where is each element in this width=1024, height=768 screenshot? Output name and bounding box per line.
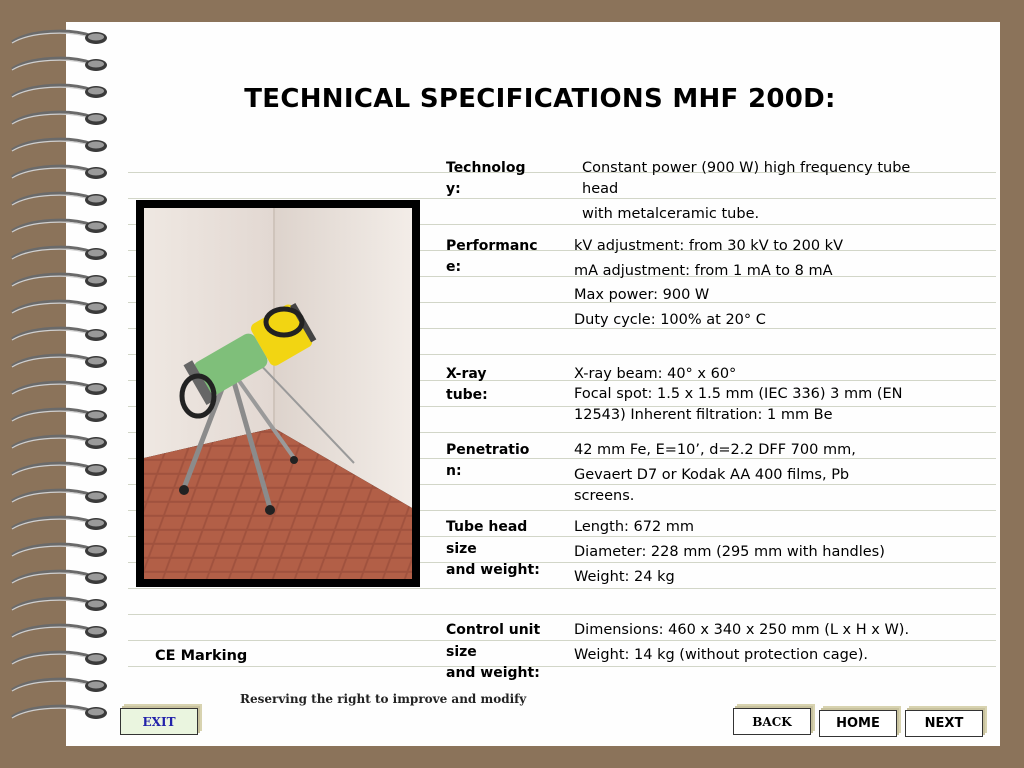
spiral-ring (12, 463, 107, 476)
footer-note: Reserving the right to improve and modify (240, 692, 527, 706)
spec-label-penetration: Penetratio (446, 442, 530, 458)
spiral-ring (12, 274, 107, 287)
spiral-ring (12, 544, 107, 557)
spiral-ring (12, 679, 107, 692)
spec-label-xray-tube: X-ray (446, 366, 487, 382)
ce-marking: CE Marking (155, 648, 248, 664)
next-button[interactable]: NEXT (905, 710, 983, 737)
spiral-ring (12, 706, 107, 719)
spec-value-penetration: screens. (574, 488, 635, 504)
spiral-ring (12, 328, 107, 341)
home-button[interactable]: HOME (819, 710, 897, 737)
xray-tripod-image (144, 208, 412, 579)
spec-value-performance: Duty cycle: 100% at 20° C (574, 312, 766, 328)
spec-value-performance: Max power: 900 W (574, 287, 710, 303)
spec-label-control-unit: and weight: (446, 665, 540, 681)
spiral-ring (12, 490, 107, 503)
exit-button[interactable]: EXIT (120, 708, 198, 735)
spec-label-performance: Performanc (446, 238, 538, 254)
product-photo (136, 200, 420, 587)
spec-label-tube-head: Tube head (446, 519, 528, 535)
spec-value-performance: kV adjustment: from 30 kV to 200 kV (574, 238, 843, 254)
rule-line (128, 588, 996, 589)
spec-value-tube-head: Length: 672 mm (574, 519, 695, 535)
spiral-ring (12, 436, 107, 449)
page-title: TECHNICAL SPECIFICATIONS MHF 200D: (244, 84, 836, 114)
spiral-ring (12, 112, 107, 125)
spec-label-penetration: n: (446, 463, 462, 479)
spiral-ring (12, 355, 107, 368)
back-button[interactable]: BACK (733, 708, 811, 735)
spec-label-xray-tube: tube: (446, 387, 488, 403)
spiral-ring (12, 166, 107, 179)
spec-value-performance: mA adjustment: from 1 mA to 8 mA (574, 263, 833, 279)
spec-value-penetration: Gevaert D7 or Kodak AA 400 films, Pb (574, 467, 850, 483)
spec-value-control-unit: Dimensions: 460 x 340 x 250 mm (L x H x W). (574, 622, 910, 638)
spiral-ring (12, 193, 107, 206)
spiral-ring (12, 247, 107, 260)
spec-value-technology: head (582, 181, 619, 197)
spec-value-xray-tube: 12543) Inherent filtration: 1 mm Be (574, 407, 833, 423)
spiral-ring (12, 139, 107, 152)
spec-label-control-unit: size (446, 643, 477, 660)
rule-line (128, 666, 996, 667)
spiral-binding (0, 0, 120, 768)
spiral-ring (12, 31, 107, 44)
spec-label-technology: Technolog (446, 160, 526, 176)
spec-label-tube-head: and weight: (446, 562, 540, 578)
spec-value-penetration: 42 mm Fe, E=10’, d=2.2 DFF 700 mm, (574, 442, 856, 458)
spec-label-technology: y: (446, 181, 461, 197)
spec-value-technology: Constant power (900 W) high frequency tube (582, 160, 911, 176)
spiral-ring (12, 517, 107, 530)
spiral-ring (12, 598, 107, 611)
spiral-ring (12, 409, 107, 422)
spec-value-control-unit: Weight: 14 kg (without protection cage). (574, 647, 868, 663)
spec-label-control-unit: Control unit (446, 622, 541, 638)
spiral-ring (12, 220, 107, 233)
spiral-ring (12, 652, 107, 665)
spec-value-xray-tube: X-ray beam: 40° x 60° (574, 366, 737, 382)
spiral-ring (12, 625, 107, 638)
rule-line (128, 614, 996, 615)
spec-value-tube-head: Weight: 24 kg (574, 569, 675, 585)
spec-label-performance: e: (446, 259, 462, 275)
spec-label-tube-head: size (446, 540, 477, 557)
spec-value-tube-head: Diameter: 228 mm (295 mm with handles) (574, 544, 885, 560)
rule-line (128, 198, 996, 199)
spec-value-technology: with metalceramic tube. (582, 206, 760, 222)
spiral-ring (12, 382, 107, 395)
spec-value-xray-tube: Focal spot: 1.5 x 1.5 mm (IEC 336) 3 mm (EN (574, 386, 903, 402)
spiral-ring (12, 301, 107, 314)
spiral-ring (12, 571, 107, 584)
spiral-ring (12, 58, 107, 71)
